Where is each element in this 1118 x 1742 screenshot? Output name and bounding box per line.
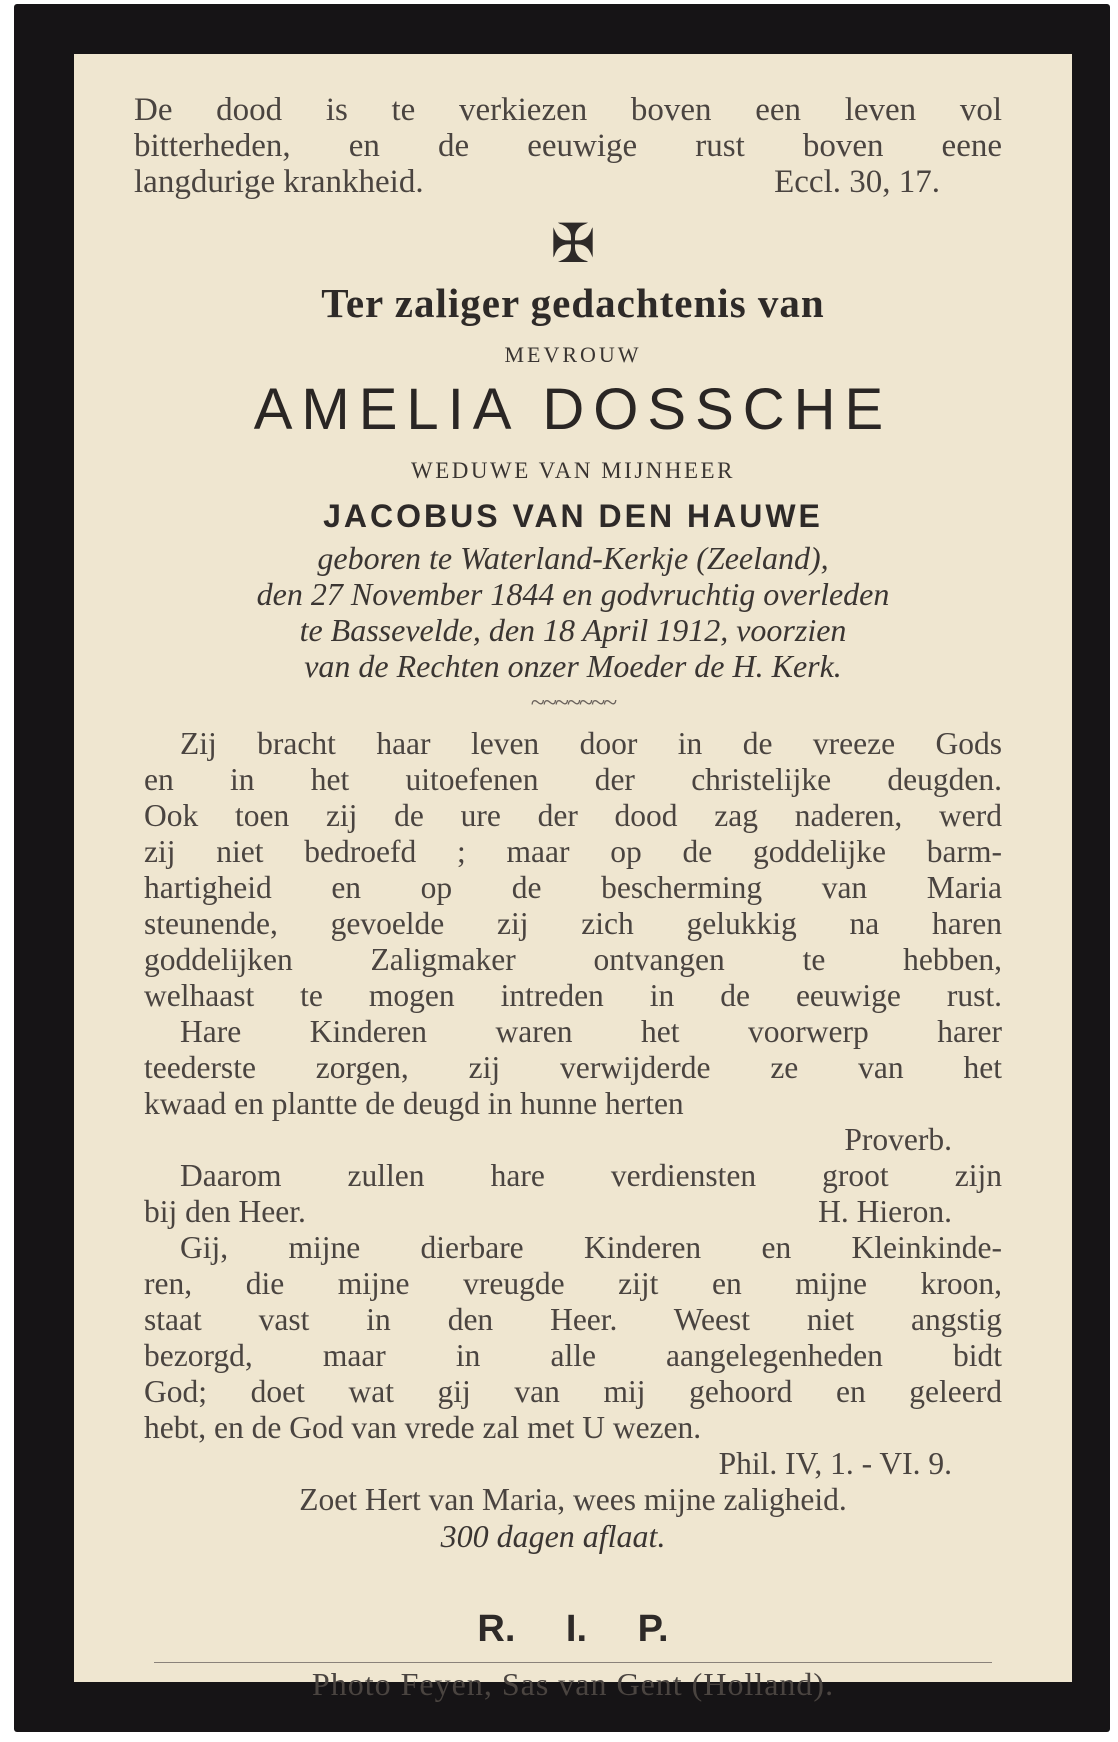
memorial-card <box>74 54 1072 1702</box>
biography-line: van de Rechten onzer Moeder de H. Kerk. <box>304 648 842 684</box>
epigraph <box>134 92 1002 200</box>
scripture-reference: H. Hieron. <box>818 1194 952 1229</box>
body-line: teederste zorgen, zij verwijderde ze van het <box>144 1050 1002 1085</box>
epigraph-reference: Eccl. 30, 17. <box>774 164 940 200</box>
biography-line: te Bassevelde, den 18 April 1912, voorzien <box>299 612 847 648</box>
body-line: Zij bracht haar leven door in de vreeze Gods <box>180 726 1002 761</box>
husband-name: JACOBUS VAN DEN HAUWE <box>323 498 823 534</box>
body-line: hartigheid en op de bescherming van Maria <box>144 870 1002 905</box>
ornamental-divider: ~~~~~~~ <box>530 688 616 717</box>
body-line: staat vast in den Heer. Weest niet angstig <box>144 1302 1002 1337</box>
indulgence-line: 300 dagen aflaat. <box>440 1518 666 1554</box>
footer-divider <box>154 1662 992 1663</box>
deceased-name: AMELIA DOSSCHE <box>253 377 893 442</box>
body-line: bij den Heer. <box>144 1194 306 1229</box>
body-line: welhaast te mogen intreden in de eeuwige rust. <box>144 978 1002 1013</box>
body-line: hebt, en de God van vrede zal met U wezen. <box>144 1410 702 1445</box>
epigraph-line: bitterheden, en de eeuwige rust boven eene <box>134 128 1002 164</box>
body-line: bezorgd, maar in alle aangelegenheden bidt <box>144 1338 1002 1373</box>
body-line: Ook toen zij de ure der dood zag naderen, werd <box>144 798 1002 833</box>
prayer-line: Zoet Hert van Maria, wees mijne zaligheid. <box>299 1482 847 1517</box>
biography-line: den 27 November 1844 en godvruchtig overleden <box>256 576 890 612</box>
body-line: Daarom zullen hare verdiensten groot zijn <box>180 1158 1002 1193</box>
widow-line: WEDUWE VAN MIJNHEER <box>411 458 735 483</box>
body-line: goddelijken Zaligmaker ontvangen te hebben, <box>144 942 1002 977</box>
biography-line: geboren te Waterland-Kerkje (Zeeland), <box>317 540 829 576</box>
body-line-with-reference <box>144 1194 1002 1230</box>
body-line: zij niet bedroefd ; maar op de goddelijke barm- <box>144 834 1002 869</box>
epigraph-line: De dood is te verkiezen boven een leven vol <box>134 92 1002 128</box>
scripture-reference: Proverb. <box>844 1122 952 1157</box>
rip-inscription: R. I. P. <box>477 1608 669 1650</box>
body-line: Gij, mijne dierbare Kinderen en Kleinkinde- <box>180 1230 1002 1265</box>
body-line: Hare Kinderen waren het voorwerp harer <box>180 1014 1002 1049</box>
biography <box>114 540 1032 684</box>
body-line: en in het uitoefenen der christelijke deugden. <box>144 762 1002 797</box>
body-line: kwaad en plantte de deugd in hunne herten <box>144 1086 684 1121</box>
memorial-heading: Ter zaliger gedachtenis van <box>321 280 825 326</box>
scripture-reference: Phil. IV, 1. - VI. 9. <box>718 1446 952 1481</box>
honorific: MEVROUW <box>504 342 642 367</box>
body-line: ren, die mijne vreugde zijt en mijne kroon, <box>144 1266 1002 1301</box>
memorial-card-border <box>14 4 1110 1732</box>
photographer-credit: Photo Feyen, Sas van Gent (Holland). <box>311 1666 835 1702</box>
epigraph-line: langdurige krankheid. <box>134 164 424 200</box>
epigraph-last-line <box>134 164 1002 200</box>
body-line: God; doet wat gij van mij gehoord en geleerd <box>144 1374 1002 1409</box>
body-line: steunende, gevoelde zij zich gelukkig na haren <box>144 906 1002 941</box>
body-text <box>144 726 1002 1554</box>
cross-icon: ✠ <box>550 212 596 275</box>
